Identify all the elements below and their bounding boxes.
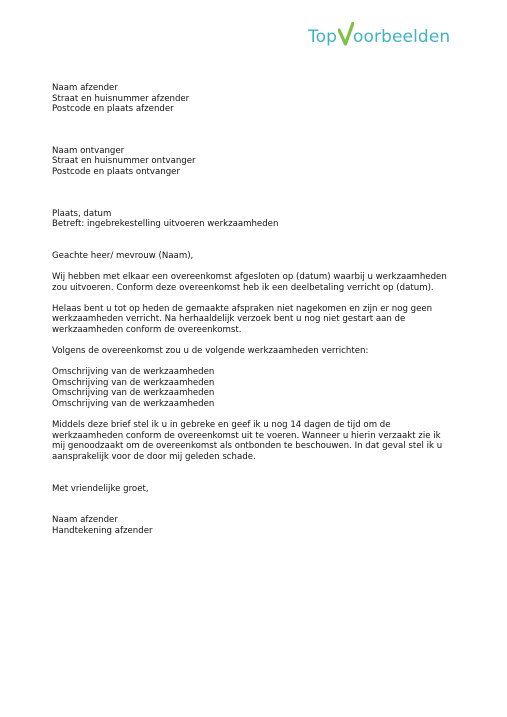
sender-name: Naam afzender [52, 83, 118, 93]
paragraph-line: mij genoodzaakt om de overeenkomst als ontbonden te beschouwen. In dat geval stel ik u [52, 441, 443, 452]
closing: Met vriendelijke groet, [52, 483, 149, 494]
sender-street: Straat en huisnummer afzender [52, 93, 190, 104]
recipient-postcode: Postcode en plaats ontvanger [52, 166, 181, 177]
paragraph-3 [52, 346, 472, 357]
paragraph-2 [52, 304, 472, 336]
recipient-block [52, 146, 472, 178]
sender-block [52, 83, 472, 115]
check-v-icon [338, 22, 354, 46]
recipient-street: Straat en huisnummer ontvanger [52, 156, 196, 167]
task-item: Omschrijving van de werkzaamheden [52, 367, 215, 378]
task-item: Omschrijving van de werkzaamheden [52, 399, 215, 410]
salutation: Geachte heer/ mevrouw (Naam), [52, 250, 194, 261]
task-item: Omschrijving van de werkzaamheden [52, 388, 215, 399]
signature-line: Handtekening afzender [52, 525, 153, 536]
signature-name: Naam afzender [52, 515, 118, 526]
sender-postcode: Postcode en plaats afzender [52, 104, 174, 115]
signature-block [52, 515, 472, 536]
topvoorbeelden-logo[interactable] [308, 20, 450, 46]
paragraph-line: Volgens de overeenkomst zou u de volgende werkzaamheden verrichten: [52, 346, 369, 357]
paragraph-line: werkzaamheden conform de overeenkomst. [52, 324, 242, 335]
meta-block [52, 209, 472, 230]
paragraph-line: Helaas bent u tot op heden de gemaakte afspraken niet nagekomen en zijn er nog geen [52, 303, 433, 314]
paragraph-4 [52, 420, 472, 462]
subject-line: Betreft: ingebrekestelling uitvoeren werkzaamheden [52, 219, 279, 230]
logo-text-post: oorbeelden [353, 27, 451, 47]
paragraph-line: werkzaamheden conform de overeenkomst uit te voeren. Wanneer u hierin verzaakt zie ik [52, 430, 441, 441]
paragraph-line: werkzaamheden verricht. Na herhaaldelijk verzoek bent u nog niet gestart aan de [52, 314, 406, 325]
logo-text-pre: Top [308, 27, 337, 47]
paragraph-line: zou uitvoeren. Conform deze overeenkomst heb ik een deelbetaling verricht op (datum). [52, 282, 434, 293]
paragraph-1 [52, 272, 472, 293]
place-date: Plaats, datum [52, 208, 112, 219]
paragraph-line: Middels deze brief stel ik u in gebreke en geef ik u nog 14 dagen de tijd om de [52, 420, 391, 431]
letter-body [52, 83, 472, 536]
paragraph-line: Wij hebben met elkaar een overeenkomst afgesloten op (datum) waarbij u werkzaamheden [52, 271, 447, 282]
task-item: Omschrijving van de werkzaamheden [52, 377, 215, 388]
task-list [52, 367, 472, 409]
paragraph-line: aansprakelijk voor de door mij geleden schade. [52, 452, 256, 463]
recipient-name: Naam ontvanger [52, 145, 125, 156]
